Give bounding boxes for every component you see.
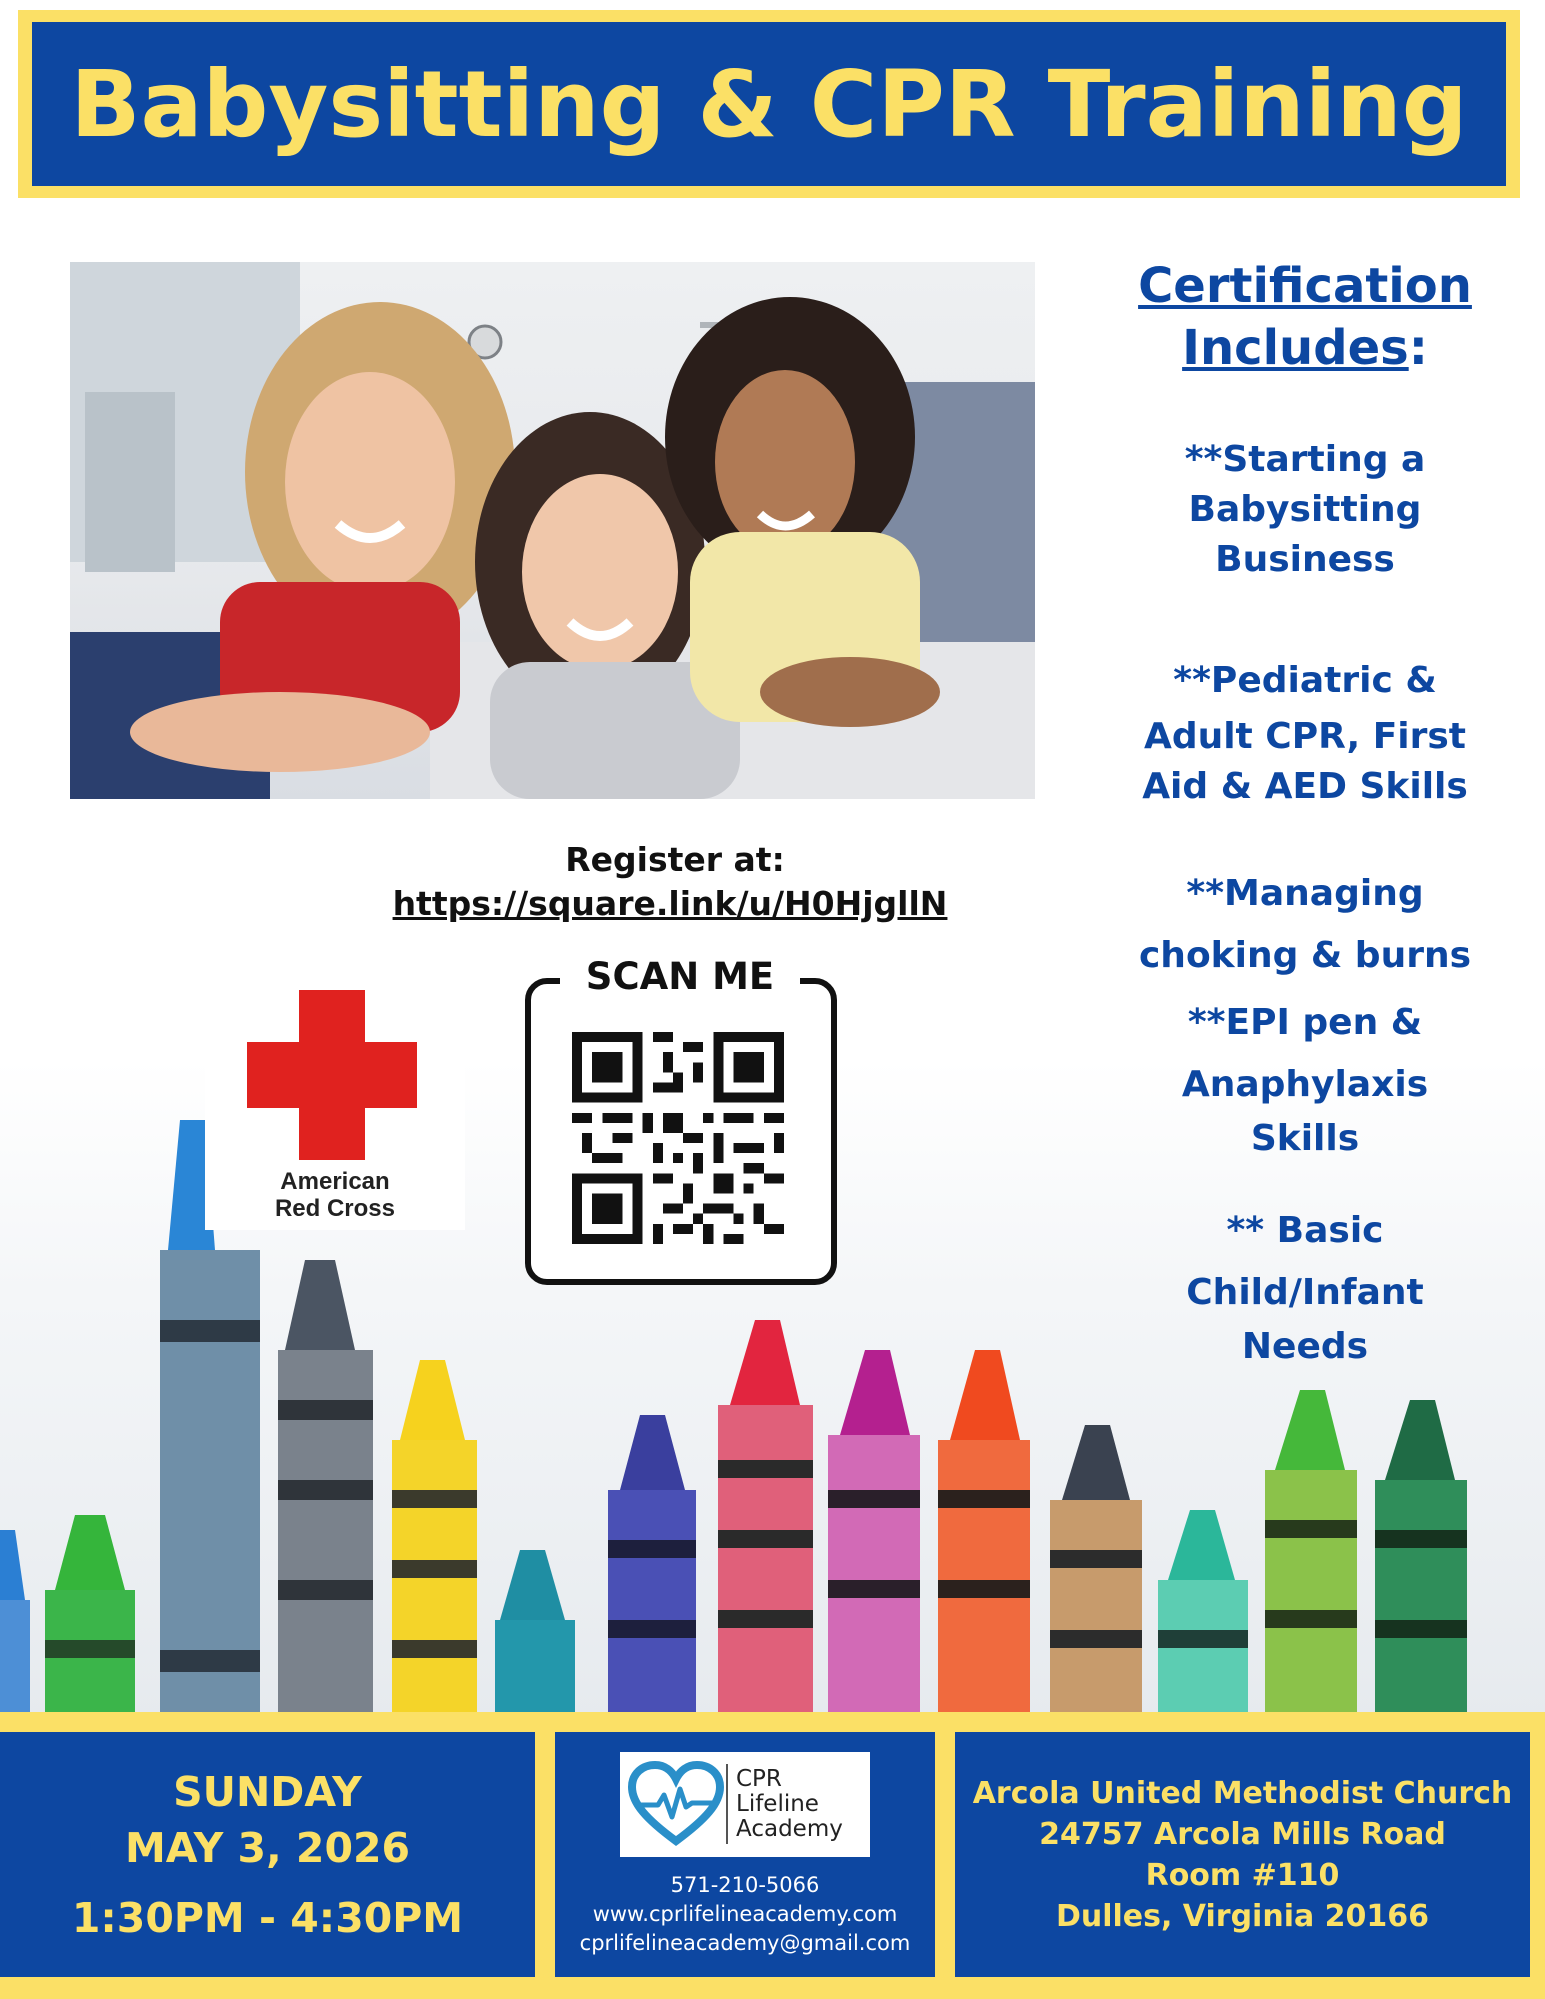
scan-me-label: SCAN ME [560, 955, 800, 998]
cert-item-line: Business [1215, 539, 1395, 580]
cert-item-line: **Starting a [1184, 439, 1426, 480]
cert-item-line: Needs [1241, 1326, 1369, 1367]
crayon-yellow [392, 1360, 477, 1725]
certification-heading-line2 [1070, 317, 1540, 379]
phone-number[interactable]: 571-210-5066 [670, 1872, 820, 1897]
cert-item-line: Adult CPR, First [1143, 716, 1467, 757]
cert-item-line: Babysitting [1188, 489, 1422, 530]
red-cross-line2: Red Cross [274, 1195, 396, 1222]
location-room: Room #110 [1145, 1857, 1340, 1893]
three-girls-photo-illustration [70, 262, 1035, 799]
crayon-magenta [828, 1350, 920, 1725]
cert-item-line: **Managing [1186, 873, 1424, 914]
bottom-info-band [0, 1712, 1545, 1999]
cert-item-line: Skills [1250, 1118, 1360, 1159]
crayon-navy [608, 1415, 696, 1725]
cert-item-line: Child/Infant [1186, 1272, 1424, 1313]
heart-pulse-icon [626, 1759, 726, 1849]
crayon-gray [278, 1260, 373, 1725]
logo-line2: Lifeline [736, 1790, 819, 1817]
hero-photo [70, 262, 1035, 799]
cert-item-business [1070, 435, 1540, 585]
crayon-lime [1265, 1390, 1357, 1725]
red-cross-line1: American [280, 1168, 390, 1195]
header-banner [18, 10, 1520, 198]
qr-code-graphic [572, 1032, 784, 1244]
crayon-forest [1375, 1400, 1467, 1725]
cert-item-line: Anaphylaxis [1181, 1064, 1429, 1105]
website-link[interactable]: www.cprlifelineacademy.com [592, 1901, 898, 1926]
page-title: Babysitting & CPR Training [70, 50, 1468, 158]
logo-line1: CPR [736, 1765, 782, 1792]
event-time: 1:30PM - 4:30PM [71, 1893, 464, 1942]
cert-item-epi [1070, 992, 1540, 1162]
location-street: 24757 Arcola Mills Road [1039, 1816, 1446, 1852]
header-inner [32, 22, 1506, 186]
red-cross-wordmark [205, 1168, 465, 1222]
certification-heading [1070, 255, 1540, 379]
cert-item-line: **EPI pen & [1187, 1002, 1423, 1043]
register-link[interactable]: https://square.link/u/H0HjgllN [392, 884, 948, 923]
location-panel [955, 1732, 1530, 1977]
academy-contact-panel [555, 1732, 935, 1977]
register-label: Register at: [565, 840, 785, 879]
crayon-orange [938, 1350, 1030, 1725]
location-city: Dulles, Virginia 20166 [1055, 1898, 1430, 1934]
email-link[interactable]: cprlifelineacademy@gmail.com [579, 1930, 911, 1955]
event-datetime-panel [0, 1732, 535, 1977]
qr-code[interactable] [572, 1032, 784, 1244]
crayon-slate [1050, 1425, 1142, 1725]
cert-item-choking [1070, 863, 1540, 987]
event-date: MAY 3, 2026 [124, 1823, 411, 1872]
logo-line3: Academy [736, 1815, 843, 1842]
event-day: SUNDAY [173, 1767, 362, 1816]
certification-heading-includes: Includes [1182, 320, 1409, 376]
crayon-red [718, 1320, 813, 1725]
cert-item-line: ** Basic [1226, 1210, 1384, 1251]
crayon-blue-edge [0, 1530, 30, 1725]
cert-item-cpr [1070, 650, 1540, 812]
crayon-teal [495, 1550, 575, 1725]
cert-item-line: choking & burns [1138, 935, 1472, 976]
cert-item-basic-needs [1070, 1200, 1540, 1370]
american-red-cross-logo [205, 980, 465, 1230]
certification-heading-line1: Certification [1138, 258, 1472, 314]
logo-wordmark [736, 1767, 843, 1842]
logo-divider [726, 1764, 728, 1844]
location-name: Arcola United Methodist Church [972, 1775, 1513, 1811]
red-cross-icon-bar [247, 1042, 417, 1108]
cert-item-line: Aid & AED Skills [1142, 766, 1468, 807]
certification-heading-colon: : [1408, 320, 1428, 376]
certification-section [1070, 255, 1540, 1367]
cpr-lifeline-academy-logo [620, 1752, 870, 1857]
cert-item-line: **Pediatric & [1173, 660, 1437, 701]
crayon-green [45, 1515, 135, 1725]
crayon-aqua [1158, 1510, 1248, 1725]
